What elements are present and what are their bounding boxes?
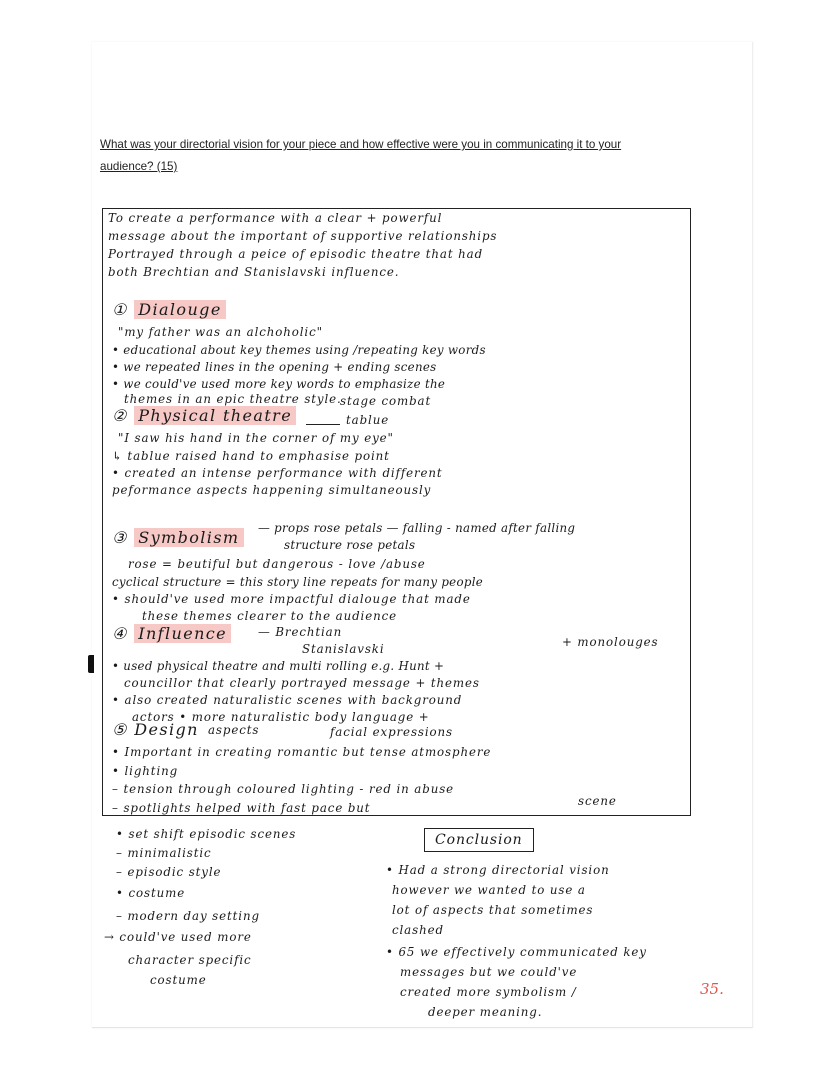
dialogue-line-3: • we repeated lines in the opening + ending scenes	[112, 360, 437, 374]
physical-line-3: • created an intense performance with different	[112, 466, 443, 480]
dash-line	[306, 424, 340, 425]
notes-line-4: • costume	[116, 886, 186, 900]
heading-physical-theatre	[112, 406, 296, 426]
heading-design-text: Design	[134, 720, 199, 739]
design-line-2: • lighting	[112, 764, 179, 778]
influence-line-2: Stanislavski	[302, 642, 385, 656]
heading-dialogue-text: Dialouge	[134, 300, 225, 319]
heading-influence-text: Influence	[134, 624, 231, 643]
symbolism-line-2: structure rose petals	[284, 538, 416, 552]
influence-line-1: — Brechtian	[258, 625, 343, 639]
design-line-1: • Important in creating romantic but tense atmosphere	[112, 745, 492, 759]
grade-mark: 35.	[700, 980, 724, 998]
heading-number: ①	[112, 300, 135, 319]
heading-number: ④	[112, 624, 135, 643]
physical-line-2: ↳ tablue raised hand to emphasise point	[112, 449, 390, 463]
dialogue-line-4: • we could've used more key words to emphasize the	[112, 377, 446, 391]
heading-physical-text: Physical theatre	[134, 406, 296, 425]
heading-number: ②	[112, 406, 135, 425]
conclusion-line-2: however we wanted to use a	[392, 883, 586, 897]
symbolism-line-1: — props rose petals — falling - named after falling	[258, 521, 576, 535]
heading-influence	[112, 624, 231, 644]
influence-line-7: actors • more naturalistic body language +	[132, 710, 430, 724]
symbolism-line-4: cyclical structure = this story line repeats for many people	[112, 575, 484, 589]
conclusion-line-8: deeper meaning.	[428, 1005, 543, 1019]
heading-symbolism	[112, 528, 244, 548]
notes-line-6: → could've used more	[104, 930, 252, 944]
notes-line-3: – episodic style	[116, 865, 222, 879]
design-line-5: – spotlights helped with fast pace but	[112, 801, 371, 815]
design-line-4: scene	[578, 794, 617, 808]
conclusion-line-4: clashed	[392, 923, 444, 937]
intro-line-4: both Brechtian and Stanislavski influence.	[108, 265, 400, 279]
heading-symbolism-text: Symbolism	[134, 528, 243, 547]
physical-line-4: peformance aspects happening simultaneously	[112, 483, 432, 497]
conclusion-line-5: • 65 we effectively communicated key	[386, 945, 647, 959]
heading-dialogue	[112, 300, 226, 320]
influence-line-6: • also created naturalistic scenes with background	[112, 693, 463, 707]
intro-line-2: message about the important of supportive relationships	[108, 229, 498, 243]
page-edge-marker	[88, 655, 94, 673]
physical-line-1: "I saw his hand in the corner of my eye"	[118, 431, 394, 445]
conclusion-heading: Conclusion	[424, 828, 534, 852]
symbolism-line-5: • should've used more impactful dialouge that made	[112, 592, 471, 606]
design-line-3: – tension through coloured lighting - red in abuse	[112, 782, 455, 796]
intro-line-3: Portrayed through a peice of episodic theatre that had	[108, 247, 484, 261]
notes-line-2: – minimalistic	[116, 846, 212, 860]
heading-number: ⑤	[112, 720, 135, 739]
dialogue-line-6: stage combat	[340, 394, 432, 408]
influence-line-3: + monolouges	[562, 635, 659, 649]
intro-line-1: To create a performance with a clear + powerful	[108, 211, 443, 225]
influence-line-4: • used physical theatre and multi rolling e.g. Hunt +	[112, 659, 445, 673]
dialogue-line-5: themes in an epic theatre style.	[124, 392, 342, 406]
notes-line-7: character specific	[128, 953, 252, 967]
symbolism-line-6: these themes clearer to the audience	[142, 609, 397, 623]
dialogue-line-2: • educational about key themes using /repeating key words	[112, 343, 486, 357]
influence-line-5: councillor that clearly portrayed message + themes	[124, 676, 480, 690]
conclusion-line-6: messages but we could've	[400, 965, 578, 979]
conclusion-line-7: created more symbolism /	[400, 985, 577, 999]
dialogue-line-1: "my father was an alchoholic"	[118, 325, 323, 339]
notes-line-8: costume	[150, 973, 207, 987]
notes-line-5: – modern day setting	[116, 909, 260, 923]
conclusion-line-1: • Had a strong directorial vision	[386, 863, 610, 877]
influence-line-8: facial expressions	[330, 725, 453, 739]
design-sub: aspects	[208, 723, 260, 737]
physical-note: tablue	[346, 413, 390, 427]
heading-number: ③	[112, 528, 135, 547]
conclusion-line-3: lot of aspects that sometimes	[392, 903, 594, 917]
notes-line-1: • set shift episodic scenes	[116, 827, 297, 841]
symbolism-line-3: rose = beutiful but dangerous - love /abuse	[128, 557, 426, 571]
heading-design	[112, 720, 199, 740]
exam-question: What was your directorial vision for your piece and how effective were you in communicating it to your audience? (15)	[100, 138, 622, 173]
